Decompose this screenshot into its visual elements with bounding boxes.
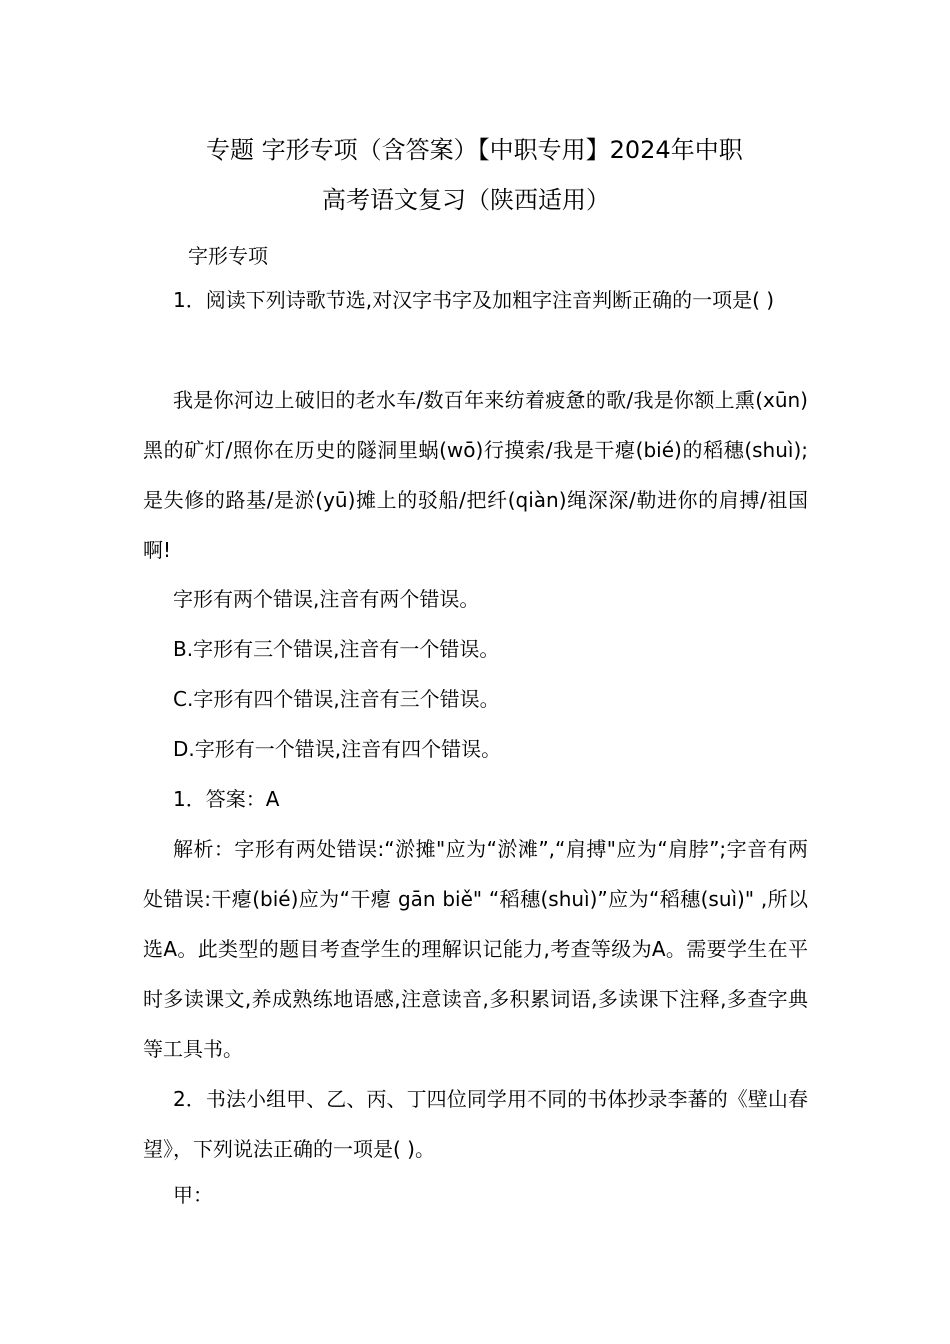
question-1-stem: 1．阅读下列诗歌节选,对汉字书字及加粗字注音判断正确的一项是( ) — [173, 288, 775, 312]
question-1-option-b: B.字形有三个错误,注音有一个错误。 — [173, 637, 500, 661]
question-2-label-jia: 甲： — [173, 1183, 213, 1207]
question-1-option-d: D.字形有一个错误,注音有四个错误。 — [173, 737, 502, 761]
question-1-analysis: 解析：字形有两处错误:“淤摊"应为“淤滩”,“肩搏"应为“肩脖”;字音有两处错误:干瘪(bié)应为“干瘪 gān biě" “稻穗(shuì)”应为“稻穗(suì)" ,所以选A。此类型的题目考查学生的理解识记能力,考查等级为A。需要学生在平时多读课文,养成熟练地语感,注意读音,多积累词语,多读课下注释,多查字典等工具书。 — [143, 837, 808, 1061]
question-1-option-a: 字形有两个错误,注音有两个错误。 — [173, 587, 480, 611]
section-heading: 字形专项 — [188, 244, 268, 268]
document-title-line-2: 高考语文复习（陕西适用） — [322, 186, 610, 214]
question-1-answer: 1．答案：A — [173, 787, 280, 811]
document-title-line-1: 专题 字形专项（含答案）【中职专用】2024年中职 — [206, 136, 743, 164]
question-2-stem: 2．书法小组甲、乙、丙、丁四位同学用不同的书体抄录李蕃的《壁山春望》，下列说法正确的一项是( )。 — [143, 1087, 808, 1161]
question-1-poem: 我是你河边上破旧的老水车/数百年来纺着疲惫的歌/我是你额上熏(xūn)黑的矿灯/照你在历史的隧洞里蜗(wō)行摸索/我是干瘪(bié)的稻穗(shuì);是失修的路基/是淤(yū)摊上的驳船/把纤(qiàn)绳深深/勒进你的肩搏/祖国啊! — [143, 388, 808, 562]
question-1-option-c: C.字形有四个错误,注音有三个错误。 — [173, 687, 500, 711]
